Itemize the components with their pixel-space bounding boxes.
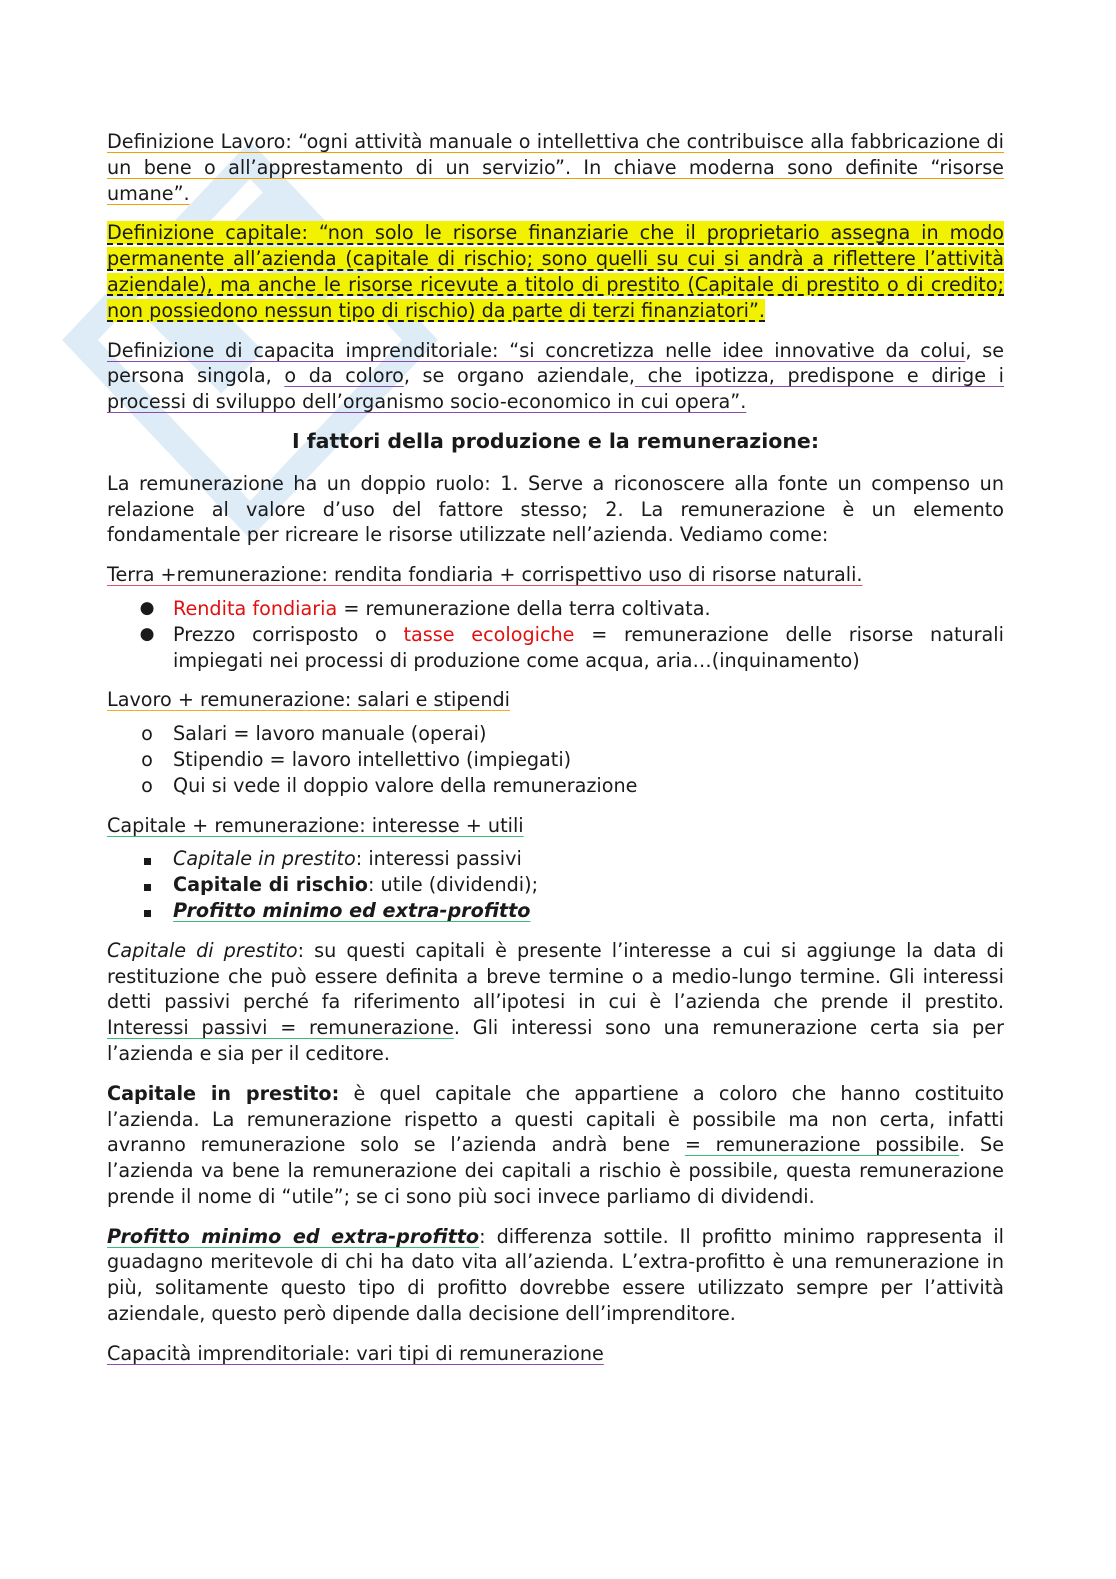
heading-capacita-text: Capacità imprenditoriale: vari tipi di remunerazione — [107, 1341, 604, 1365]
bullet-icon: ● — [139, 597, 155, 618]
list-item — [107, 872, 1004, 898]
paragraph-text: : su questi capitali è presente l’interesse a cui si aggiunge la data di restituzione che può essere definita a breve termine o a medio-lungo termine. Gli interessi detti passivi perché fa riferimento all’ipotesi in cui è l’azienda che prende il prestito. — [107, 938, 1005, 1014]
square-bullet-icon — [137, 898, 157, 924]
paragraph-underlined: = remunerazione possibile — [684, 1133, 960, 1157]
lavoro-list — [107, 721, 1004, 798]
circle-bullet-icon: o — [141, 747, 153, 771]
heading-capitale — [107, 813, 1004, 839]
list-item-text: = remunerazione delle risorse naturali impiegati nei processi di produzione come acqua, aria…(inquinamento) — [173, 622, 1004, 672]
definition-capacita-text-b: , se persona singola, — [107, 338, 1005, 388]
square-bullet-icon — [137, 872, 157, 898]
section-title: I fattori della produzione e la remunerazione: — [291, 428, 820, 453]
paragraph-lead: Capitale di prestito — [107, 938, 298, 962]
definition-lavoro-text: Definizione Lavoro: “ogni attività manuale o intellettiva che contribuisce alla fabbricazione di un bene o all’apprestamento di un servizio”. — [107, 130, 1004, 179]
list-item — [107, 846, 1004, 872]
square-bullet-icon — [137, 846, 157, 872]
list-item-text: = remunerazione della terra coltivata. — [337, 596, 711, 620]
circle-bullet-icon: o — [141, 773, 153, 797]
list-item-text: Prezzo corrisposto o — [173, 622, 404, 646]
definition-capacita-text-d: , se organo aziendale, — [403, 364, 635, 388]
circle-bullet-icon: o — [141, 722, 153, 746]
list-item-bold: Capitale di rischio — [173, 873, 368, 897]
heading-capitale-text: Capitale + remunerazione: interesse + utili — [107, 813, 524, 837]
definition-capacita — [107, 338, 1004, 415]
paragraph-lead: Capitale in prestito: — [107, 1081, 340, 1105]
list-item-text: Salari = lavoro manuale (operai) — [173, 722, 487, 746]
capitale-di-prestito-paragraph — [107, 938, 1004, 1067]
bullet-icon: ● — [139, 623, 155, 644]
definition-capitale-text: Definizione capitale: “non solo le risorse finanziarie che il proprietario assegna in modo permanente all’azienda (capitale di rischio; sono quelli su cui si andrà a riflettere l’attività aziendale), ma anche le risorse ricevute a titolo di prestito (Capitale di prestito o di credito; non possiedono nessun tipo di rischio) da parte di terzi finanziatori”. — [107, 221, 1004, 322]
heading-terra — [107, 562, 1004, 588]
list-item — [107, 773, 1004, 799]
heading-lavoro-text: Lavoro + remunerazione: salari e stipendi — [107, 688, 511, 712]
list-item-text: : interessi passivi — [355, 847, 522, 871]
list-item — [107, 622, 1004, 674]
profitto-paragraph — [107, 1224, 1004, 1327]
heading-terra-text: Terra +remunerazione: rendita fondiaria + corrispettivo uso di risorse naturali. — [107, 563, 863, 587]
remunerazione-intro: La remunerazione ha un doppio ruolo: 1. Serve a riconoscere alla fonte un compenso un relazione al valore d’uso del fattore stesso; 2. La remunerazione è un elemento fondamentale per ricreare le risorse utilizzate nell’azienda. Vediamo come: — [107, 471, 1004, 547]
definition-lavoro-text-2: In chiave moderna sono definite “risorse umane”. — [107, 155, 1004, 205]
definition-capitale — [107, 220, 1004, 323]
capitale-in-prestito-paragraph — [107, 1081, 1004, 1210]
capitale-list — [107, 846, 1004, 923]
paragraph-underlined: Interessi passivi = remunerazione — [107, 1016, 454, 1040]
list-item-red: tasse ecologiche — [403, 622, 575, 646]
list-item-italic: Capitale in prestito — [173, 847, 356, 871]
document-page — [107, 129, 1004, 1381]
list-item-red: Rendita fondiaria — [173, 596, 338, 620]
terra-list — [107, 596, 1004, 673]
definition-capacita-text-a: Definizione di capacita imprenditoriale: “si concretizza nelle idee innovative da colui — [107, 338, 966, 362]
list-item — [107, 596, 1004, 622]
paragraph-text: : differenza sottile. Il profitto minimo rappresenta il guadagno meritevole di chi ha dato vita all’azienda. L’extra-profitto è una remunerazione in più, solitamente questo tipo di profitto dovrebbe essere utilizzato sempre per l’attività aziendale, questo però dipende dalla decisione dell’imprenditore. — [107, 1224, 1004, 1326]
definition-lavoro — [107, 129, 1004, 206]
paragraph-text: . Gli interessi sono una remunerazione certa sia per l’azienda e sia per il ceditore. — [107, 1016, 1004, 1065]
heading-capacita — [107, 1341, 1004, 1367]
paragraph-lead: Profitto minimo ed extra-profitto — [107, 1224, 480, 1248]
paragraph-text: . Se l’azienda va bene la remunerazione dei capitali a rischio è possibile, questa remunerazione prende il nome di “utile”; se ci sono più soci invece parliamo di dividendi. — [107, 1133, 1005, 1208]
heading-lavoro — [107, 687, 1004, 713]
definition-capacita-text-e: che ipotizza, predispone e dirige i processi di sviluppo dell’organismo socio-economico in cui opera”. — [107, 364, 1004, 414]
paragraph-text: è quel capitale che appartiene a coloro che hanno costituito l’azienda. La remunerazione rispetto a questi capitali è possibile ma non certa, infatti avranno remunerazione solo se l’azienda andrà bene — [107, 1081, 1004, 1157]
list-item-text: : utile (dividendi); — [367, 873, 539, 897]
list-item — [107, 898, 1004, 924]
definition-capacita-text-c: o da coloro — [284, 364, 404, 388]
list-item — [107, 747, 1004, 773]
list-item-text: Qui si vede il doppio valore della remunerazione — [173, 773, 638, 797]
list-item-bold-italic: Profitto minimo ed extra-profitto — [173, 898, 531, 922]
list-item — [107, 721, 1004, 747]
list-item-text: Stipendio = lavoro intellettivo (impiegati) — [173, 747, 572, 771]
